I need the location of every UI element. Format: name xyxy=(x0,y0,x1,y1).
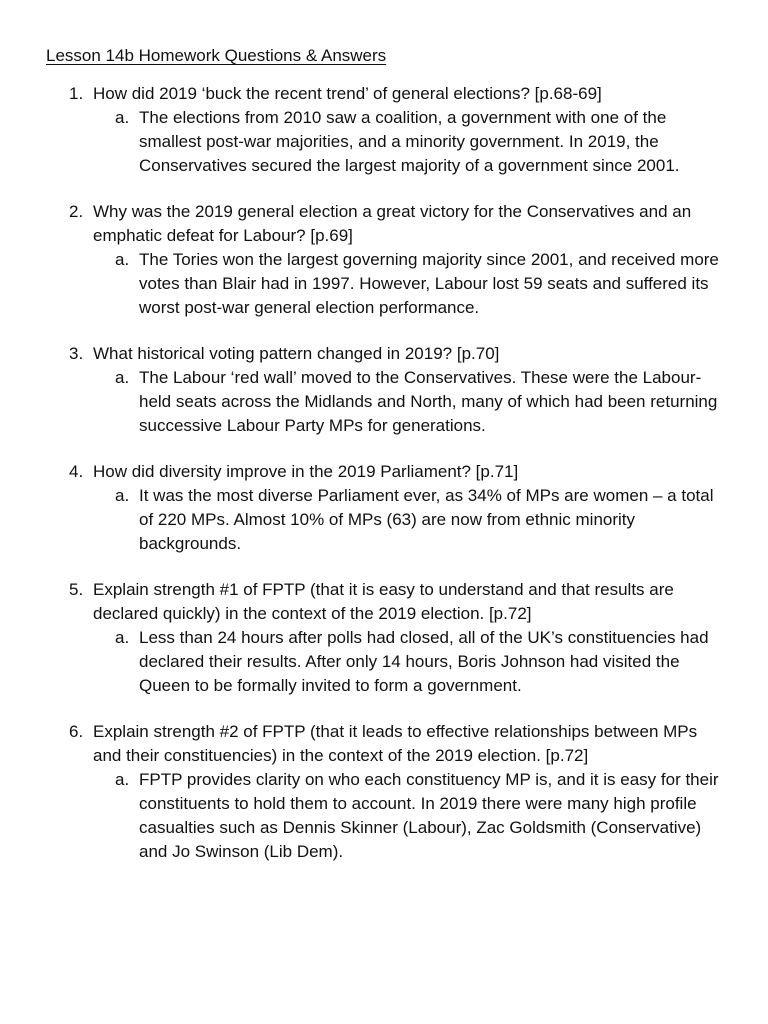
question-item-6 xyxy=(46,720,728,864)
question-item-3 xyxy=(46,342,728,438)
question-text: What historical voting pattern changed in 2019? [p.70] xyxy=(93,344,500,363)
question-number: 4. xyxy=(69,462,84,481)
answer-text: The Tories won the largest governing majority since 2001, and received more votes than Blair had in 1997. However, Labour lost 59 seats and suffered its worst post-war general election performance. xyxy=(139,250,719,317)
question-number: 3. xyxy=(69,344,84,363)
answer-text: Less than 24 hours after polls had closed, all of the UK’s constituencies had declared their results. After only 14 hours, Boris Johnson had visited the Queen to be formally invited to form a government. xyxy=(139,628,709,695)
question-list xyxy=(46,82,728,864)
answer-text: The Labour ‘red wall’ moved to the Conservatives. These were the Labour-held seats across the Midlands and North, many of which had been returning successive Labour Party MPs for generations. xyxy=(139,368,718,435)
question-item-4 xyxy=(46,460,728,556)
question-text: How did 2019 ‘buck the recent trend’ of general elections? [p.68-69] xyxy=(93,84,602,103)
question-number: 1. xyxy=(69,84,84,103)
question-item-5 xyxy=(46,578,728,698)
answer-letter: a. xyxy=(115,368,130,387)
question-number: 6. xyxy=(69,722,84,741)
answer-text: It was the most diverse Parliament ever, as 34% of MPs are women – a total of 220 MPs. Almost 10% of MPs (63) are now from ethnic minority backgrounds. xyxy=(139,486,714,553)
answer-letter: a. xyxy=(115,628,130,647)
answer-letter: a. xyxy=(115,770,130,789)
question-text: Why was the 2019 general election a great victory for the Conservatives and an emphatic defeat for Labour? [p.69] xyxy=(93,202,692,245)
question-text: How did diversity improve in the 2019 Parliament? [p.71] xyxy=(93,462,519,481)
answer-letter: a. xyxy=(115,108,130,127)
question-text: Explain strength #2 of FPTP (that it leads to effective relationships between MPs and their constituencies) in the context of the 2019 election. [p.72] xyxy=(93,722,698,765)
answer-text: FPTP provides clarity on who each constituency MP is, and it is easy for their constituents to hold them to account. In 2019 there were many high profile casualties such as Dennis Skinner (Labour), Zac Goldsmith (Conservative) and Jo Swinson (Lib Dem). xyxy=(139,770,719,861)
answer-text: The elections from 2010 saw a coalition, a government with one of the smallest post-war majorities, and a minority government. In 2019, the Conservatives secured the largest majority of a government since 2001. xyxy=(139,108,680,175)
question-number: 2. xyxy=(69,202,84,221)
document-title: Lesson 14b Homework Questions & Answers xyxy=(46,46,387,65)
answer-letter: a. xyxy=(115,250,130,269)
question-item-1 xyxy=(46,82,728,178)
question-item-2 xyxy=(46,200,728,320)
question-text: Explain strength #1 of FPTP (that it is easy to understand and that results are declared quickly) in the context of the 2019 election. [p.72] xyxy=(93,580,674,623)
answer-letter: a. xyxy=(115,486,130,505)
question-number: 5. xyxy=(69,580,84,599)
